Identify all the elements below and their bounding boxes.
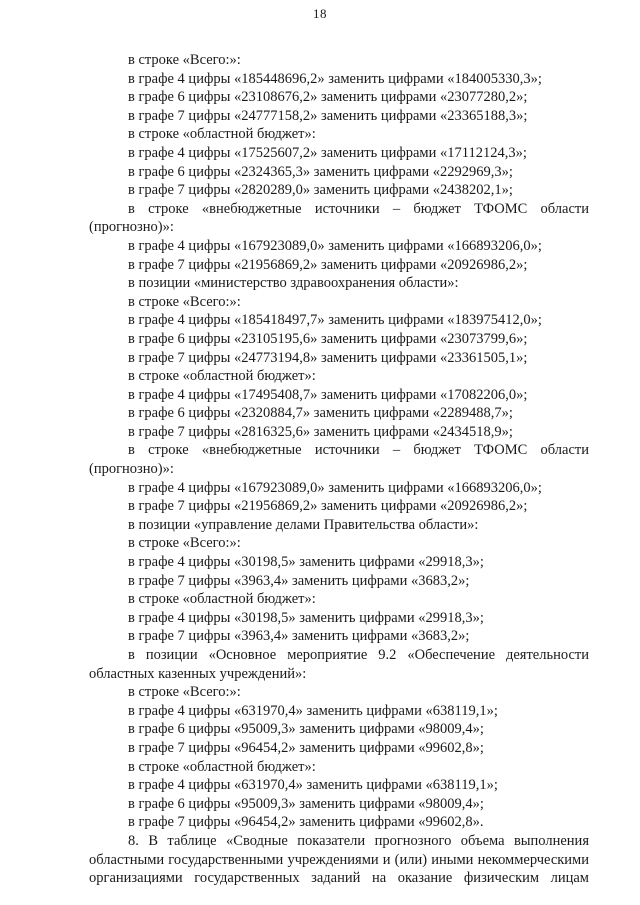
text-line: в графе 6 цифры «23108676,2» заменить цифрами «23077280,2»; xyxy=(128,89,528,106)
text-line: в графе 4 цифры «631970,4» заменить цифрами «638119,1»; xyxy=(128,777,498,794)
text-line: в позиции «министерство здравоохранения области»: xyxy=(128,275,459,292)
text-line: в позиции «Основное мероприятие 9.2 «Обеспечение деятельности xyxy=(128,647,589,663)
text-line: в графе 4 цифры «185448696,2» заменить цифрами «184005330,3»; xyxy=(128,70,542,87)
text-line: в графе 4 цифры «30198,5» заменить цифрами «29918,3»; xyxy=(128,609,484,626)
text-line: в графе 4 цифры «185418497,7» заменить цифрами «183975412,0»; xyxy=(128,312,542,329)
page-number: 18 xyxy=(313,6,327,21)
text-line: в строке «областной бюджет»: xyxy=(128,126,316,143)
text-line: областными государственными учреждениями и (или) иными некоммерческими xyxy=(89,851,589,868)
text-line: в позиции «управление делами Правительства области»: xyxy=(128,516,479,533)
document-body xyxy=(89,51,589,888)
text-line: в графе 7 цифры «21956869,2» заменить цифрами «20926986,2»; xyxy=(128,256,528,273)
text-line: в графе 4 цифры «30198,5» заменить цифрами «29918,3»; xyxy=(128,554,484,571)
text-line: организациями государственных заданий на оказание физическим лицам xyxy=(89,870,589,887)
text-line: в графе 7 цифры «2816325,6» заменить цифрами «2434518,9»; xyxy=(128,423,513,440)
text-line: в графе 7 цифры «3963,4» заменить цифрами «3683,2»; xyxy=(128,572,470,589)
text-line: в строке «Всего:»: xyxy=(128,684,241,701)
text-line: в графе 7 цифры «3963,4» заменить цифрами «3683,2»; xyxy=(128,628,470,645)
text-line: в графе 4 цифры «631970,4» заменить цифрами «638119,1»; xyxy=(128,702,498,719)
text-line: в строке «внебюджетные источники – бюджет ТФОМС области xyxy=(128,442,589,459)
text-line: в графе 6 цифры «2324365,3» заменить цифрами «2292969,3»; xyxy=(128,163,513,180)
text-line: в графе 6 цифры «95009,3» заменить цифрами «98009,4»; xyxy=(128,795,484,812)
text-line: в строке «областной бюджет»: xyxy=(128,368,316,385)
text-line: в строке «Всего:»: xyxy=(128,52,241,68)
text-line: в графе 6 цифры «23105195,6» заменить цифрами «23073799,6»; xyxy=(128,330,528,347)
text-line: (прогнозно)»: xyxy=(89,219,174,236)
text-line: в графе 4 цифры «17525607,2» заменить цифрами «17112124,3»; xyxy=(128,144,527,161)
text-line: в графе 6 цифры «2320884,7» заменить цифрами «2289488,7»; xyxy=(128,405,513,422)
text-line: (прогнозно)»: xyxy=(89,461,174,478)
text-line: в строке «Всего:»: xyxy=(128,535,241,552)
text-line: в строке «областной бюджет»: xyxy=(128,758,316,775)
text-line: 8. В таблице «Сводные показатели прогнозного объема выполнения xyxy=(128,832,589,849)
text-line: в графе 7 цифры «96454,2» заменить цифрами «99602,8»; xyxy=(128,739,484,756)
text-line: в графе 7 цифры «24773194,8» заменить цифрами «23361505,1»; xyxy=(128,349,528,366)
text-line: областных казенных учреждений»: xyxy=(89,665,307,682)
text-line: в строке «областной бюджет»: xyxy=(128,591,316,608)
text-line: в графе 7 цифры «21956869,2» заменить цифрами «20926986,2»; xyxy=(128,498,528,515)
text-line: в графе 7 цифры «96454,2» заменить цифрами «99602,8». xyxy=(128,814,484,831)
text-line: в строке «внебюджетные источники – бюджет ТФОМС области xyxy=(128,200,589,217)
text-line: в графе 7 цифры «24777158,2» заменить цифрами «23365188,3»; xyxy=(128,107,528,124)
text-line: в графе 4 цифры «17495408,7» заменить цифрами «17082206,0»; xyxy=(128,386,528,403)
text-line: в графе 6 цифры «95009,3» заменить цифрами «98009,4»; xyxy=(128,721,484,738)
text-line: в графе 4 цифры «167923089,0» заменить цифрами «166893206,0»; xyxy=(128,479,542,496)
text-line: в графе 7 цифры «2820289,0» заменить цифрами «2438202,1»; xyxy=(128,182,513,199)
text-line: в графе 4 цифры «167923089,0» заменить цифрами «166893206,0»; xyxy=(128,237,542,254)
text-line: в строке «Всего:»: xyxy=(128,293,241,310)
